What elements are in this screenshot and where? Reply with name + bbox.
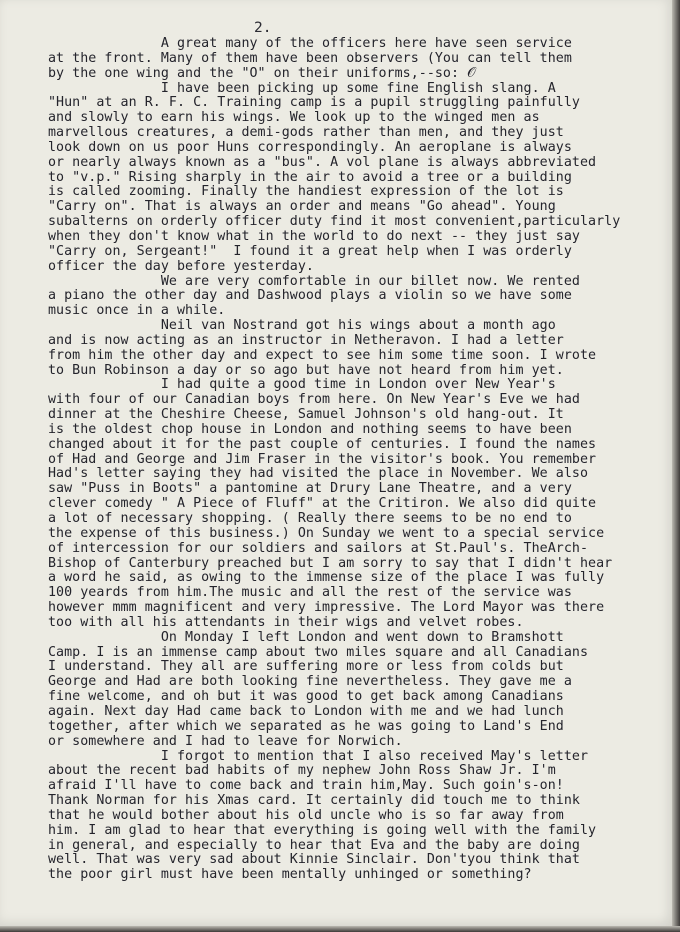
text-line: George and Had are both looking fine nevertheless. They gave me a	[48, 674, 572, 690]
letter-body	[48, 37, 672, 883]
text-line: I have been picking up some fine English slang. A	[48, 80, 556, 96]
text-line: to Bun Robinson a day or so ago but have not heard from him yet.	[48, 362, 564, 378]
text-line: dinner at the Cheshire Cheese, Samuel Johnson's old hang-out. It	[48, 407, 564, 423]
text-line: in general, and especially to hear that Eva and the baby are doing	[48, 837, 580, 853]
text-line: I had quite a good time in London over New Year's	[48, 377, 556, 393]
text-line: saw "Puss in Boots" a pantomine at Drury Lane Theatre, and a very	[48, 481, 572, 497]
text-line: however mmm magnificent and very impressive. The Lord Mayor was there	[48, 600, 605, 616]
text-line: again. Next day Had came back to London with me and we had lunch	[48, 703, 564, 719]
text-line: too with all his attendants in their wigs and velvet robes.	[48, 614, 524, 630]
text-line: Camp. I is an immense camp about two miles square and all Canadians	[48, 644, 589, 660]
text-line: "Carry on". That is always an order and means "Go ahead". Young	[48, 199, 556, 215]
text-line: a word he said, as owing to the immense size of the place I was fully	[48, 570, 605, 586]
text-line: Bishop of Canterbury preached but I am sorry to say that I didn't hear	[48, 555, 613, 571]
text-line: when they don't know what in the world to do next -- they just say	[48, 228, 580, 244]
text-line: the poor girl must have been mentally unhinged or something?	[48, 867, 532, 883]
text-line: him. I am glad to hear that everything is going well with the family	[48, 822, 597, 838]
text-line: of Had and George and Jim Fraser in the visitor's book. You remember	[48, 451, 597, 467]
text-line: clever comedy " A Piece of Fluff" at the Critiron. We also did quite	[48, 496, 597, 512]
page-bottom-shadow	[0, 926, 680, 932]
text-line: changed about it for the past couple of centuries. I found the names	[48, 436, 597, 452]
page-number: 2.	[254, 20, 272, 36]
text-line: a piano the other day and Dashwood plays a violin so we have some	[48, 288, 572, 304]
text-line: or somewhere and I had to leave for Norwich.	[48, 733, 403, 749]
text-line: of intercession for our soldiers and sailors at St.Paul's. TheArch-	[48, 540, 589, 556]
text-line: fine welcome, and oh but it was good to get back among Canadians	[48, 689, 564, 705]
text-line: or nearly always known as a "bus". A vol plane is always abbreviated	[48, 154, 597, 170]
text-line: at the front. Many of them have been observers (You can tell them	[48, 50, 572, 66]
text-line: and is now acting as an instructor in Netheravon. I had a letter	[48, 332, 564, 348]
text-line: I forgot to mention that I also received May's letter	[48, 748, 589, 764]
text-line: "Hun" at an R. F. C. Training camp is a pupil struggling painfully	[48, 95, 580, 111]
text-line: is the oldest chop house in London and nothing seems to have been	[48, 421, 572, 437]
text-line: that he would bother about his old uncle who is so far away from	[48, 807, 564, 823]
text-line: look down on us poor Huns correspondingly. An aeroplane is always	[48, 139, 572, 155]
text-line: marvellous creatures, a demi-gods rather than men, and they just	[48, 125, 564, 141]
text-line: I understand. They all are suffering more or less from colds but	[48, 659, 564, 675]
text-line: On Monday I left London and went down to Bramshott	[48, 629, 564, 645]
text-line: by the one wing and the "O" on their uniforms,--so: 𝒪	[48, 65, 476, 81]
text-line: about the recent bad habits of my nephew John Ross Shaw Jr. I'm	[48, 763, 556, 779]
text-line: 100 yeards from him.The music and all the rest of the service was	[48, 585, 572, 601]
text-line: "Carry on, Sergeant!" I found it a great help when I was orderly	[48, 243, 572, 259]
text-line: We are very comfortable in our billet now. We rented	[48, 273, 580, 289]
text-line: and slowly to earn his wings. We look up to the winged men as	[48, 110, 540, 126]
text-line: Had's letter saying they had visited the place in November. We also	[48, 466, 589, 482]
text-line: officer the day before yesterday.	[48, 258, 314, 274]
text-line: from him the other day and expect to see him some time soon. I wrote	[48, 347, 597, 363]
text-line: with four of our Canadian boys from here. On New Year's Eve we had	[48, 392, 580, 408]
text-line: a lot of necessary shopping. ( Really there seems to be no end to	[48, 511, 572, 526]
text-line: is called zooming. Finally the handiest expression of the lot is	[48, 184, 564, 200]
text-line: Thank Norman for his Xmas card. It certainly did touch me to think	[48, 793, 580, 809]
text-line: A great many of the officers here have seen service	[48, 36, 572, 51]
text-line: together, after which we separated as he was going to Land's End	[48, 718, 564, 734]
text-line: afraid I'll have to come back and train him,May. Such goin's-on!	[48, 778, 564, 794]
text-line: to "v.p." Rising sharply in the air to avoid a tree or a building	[48, 169, 572, 185]
text-line: music once in a while.	[48, 303, 226, 319]
text-line: well. That was very sad about Kinnie Sinclair. Don'tyou think that	[48, 852, 580, 868]
page-edge-shadow	[672, 0, 680, 932]
text-line: the expense of this business.) On Sunday we went to a special service	[48, 525, 605, 541]
text-line: subalterns on orderly officer duty find it most convenient,particularly	[48, 214, 621, 230]
text-line: Neil van Nostrand got his wings about a month ago	[48, 318, 556, 334]
